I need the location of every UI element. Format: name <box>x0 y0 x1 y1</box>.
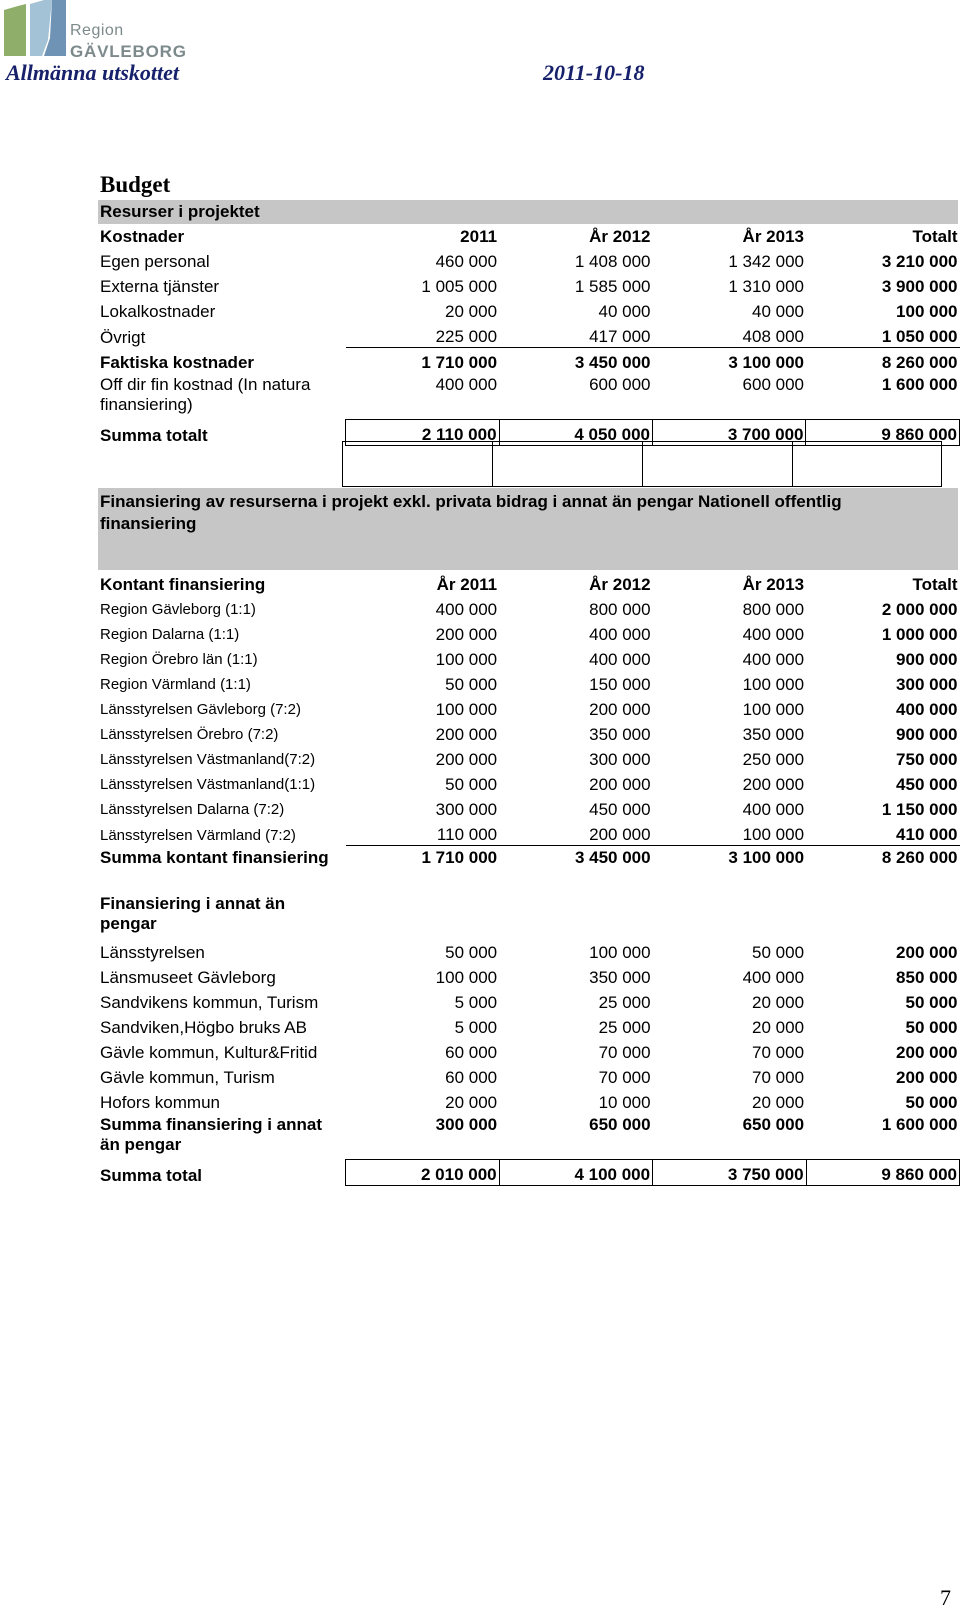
row-label: Region Dalarna (1:1) <box>100 626 240 643</box>
grand-total-row <box>98 1160 960 1186</box>
table-row <box>98 322 960 348</box>
budget-title: Budget <box>100 172 171 197</box>
cash-header-row <box>98 570 960 595</box>
value-2011: 50 000 <box>445 943 498 962</box>
value-2012: 400 000 <box>589 650 651 669</box>
value-total: 9 860 000 <box>806 420 960 446</box>
value-total: 9 860 000 <box>806 1160 959 1186</box>
value-2012: 200 000 <box>589 825 651 844</box>
value-2013: 400 000 <box>742 625 805 644</box>
value-2012: 100 000 <box>589 943 651 962</box>
header-cell: År 2013 <box>742 575 805 594</box>
header-cell: Kostnader <box>100 227 185 246</box>
inkind-header-row <box>98 892 960 938</box>
value-total: 410 000 <box>896 825 958 844</box>
value-2011: 200 000 <box>435 625 498 644</box>
value-2013: 400 000 <box>742 968 805 987</box>
value-2013: 100 000 <box>742 700 805 719</box>
value-2012: 25 000 <box>598 1018 651 1037</box>
document-date: 2011-10-18 <box>543 60 645 85</box>
table-row <box>98 938 960 963</box>
value-2011: 60 000 <box>445 1043 498 1062</box>
row-label: Summa kontant finansiering <box>100 847 329 867</box>
value-total: 900 000 <box>896 650 958 669</box>
value-2011: 1 710 000 <box>346 348 499 374</box>
value-2011: 400 000 <box>435 600 498 619</box>
value-2012: 200 000 <box>589 700 651 719</box>
value-2013: 20 000 <box>752 1018 805 1037</box>
value-2011: 20 000 <box>445 1093 498 1112</box>
value-2012: 200 000 <box>589 775 651 794</box>
value-2012: 350 000 <box>589 968 651 987</box>
row-label: Externa tjänster <box>100 277 220 296</box>
value-2011: 2 110 000 <box>346 420 499 446</box>
inkind-costs-row <box>98 373 960 420</box>
table-row <box>98 963 960 988</box>
value-2013: 650 000 <box>742 1115 805 1134</box>
table-row <box>98 745 960 770</box>
value-2011: 5 000 <box>454 993 498 1012</box>
value-2011: 225 000 <box>435 327 498 346</box>
header-cell: År 2013 <box>742 227 804 246</box>
value-2012: 350 000 <box>589 725 651 744</box>
resources-band-label: Resurser i projektet <box>100 202 260 221</box>
row-label: Finansiering i annat än pengar <box>100 894 286 933</box>
cost-header-row <box>98 222 960 247</box>
table-row <box>98 988 960 1013</box>
row-label: Off dir fin kostnad (In natura finansiering) <box>100 375 311 414</box>
table-row <box>98 1013 960 1038</box>
logo-text-gavleborg: GÄVLEBORG <box>70 42 187 61</box>
table-row <box>98 795 960 820</box>
value-total: 400 000 <box>896 700 958 719</box>
row-label: Region Örebro län (1:1) <box>100 651 258 668</box>
value-total: 750 000 <box>896 750 958 769</box>
table-row <box>98 595 960 620</box>
header-cell: Totalt <box>912 575 958 594</box>
value-total: 300 000 <box>896 675 958 694</box>
empty-cell <box>792 441 942 487</box>
value-2011: 460 000 <box>435 252 498 271</box>
value-2013: 100 000 <box>742 675 805 694</box>
row-label: Länsstyrelsen Örebro (7:2) <box>100 726 279 743</box>
value-2011: 100 000 <box>435 700 498 719</box>
header-cell: År 2012 <box>589 227 651 246</box>
table-row <box>98 620 960 645</box>
row-label: Länsstyrelsen Västmanland(1:1) <box>100 776 316 793</box>
value-total: 1 150 000 <box>881 800 958 819</box>
value-2013: 600 000 <box>742 375 804 394</box>
value-2012: 1 585 000 <box>574 277 651 296</box>
header-cell: Totalt <box>912 227 958 246</box>
row-label: Lokalkostnader <box>100 302 216 321</box>
value-total: 200 000 <box>896 1043 958 1062</box>
row-label: Länsstyrelsen Västmanland(7:2) <box>100 751 316 768</box>
value-total: 3 210 000 <box>881 252 958 271</box>
value-2013: 40 000 <box>751 302 804 321</box>
empty-cell <box>492 441 643 487</box>
row-label: Summa finansiering i annat än pengar <box>100 1115 322 1154</box>
value-2013: 200 000 <box>742 775 805 794</box>
row-label: Hofors kommun <box>100 1093 220 1112</box>
value-total: 50 000 <box>905 1018 958 1037</box>
table-row <box>98 1088 960 1113</box>
row-label: Länsmuseet Gävleborg <box>100 968 276 987</box>
row-label: Faktiska kostnader <box>100 353 255 372</box>
committee-title: Allmänna utskottet <box>6 60 179 85</box>
value-2012: 25 000 <box>598 993 651 1012</box>
cost-table <box>98 222 960 446</box>
value-2011: 300 000 <box>435 800 498 819</box>
value-total: 8 260 000 <box>806 348 960 374</box>
value-2011: 20 000 <box>445 302 498 321</box>
header-cell: År 2012 <box>589 575 651 594</box>
table-row <box>98 272 960 297</box>
value-2012: 300 000 <box>589 750 651 769</box>
value-2012: 70 000 <box>598 1068 651 1087</box>
value-total: 50 000 <box>905 1093 958 1112</box>
value-2013: 1 342 000 <box>728 252 804 271</box>
value-total: 850 000 <box>896 968 958 987</box>
value-2013: 20 000 <box>752 993 805 1012</box>
row-label: Region Värmland (1:1) <box>100 676 251 693</box>
value-total: 1 600 000 <box>881 375 958 394</box>
value-2013: 400 000 <box>742 800 805 819</box>
value-2013: 3 100 000 <box>653 348 806 374</box>
table-row <box>98 247 960 272</box>
table-row <box>98 670 960 695</box>
value-2012: 1 408 000 <box>574 252 651 271</box>
value-2013: 350 000 <box>742 725 805 744</box>
value-total: 1 600 000 <box>881 1115 958 1134</box>
page-number: 7 <box>940 1585 951 1610</box>
value-2012: 10 000 <box>598 1093 651 1112</box>
table-row <box>98 1063 960 1088</box>
value-total: 200 000 <box>896 1068 958 1087</box>
value-2013: 70 000 <box>752 1043 805 1062</box>
value-2011: 110 000 <box>436 825 498 844</box>
value-2013: 800 000 <box>742 600 805 619</box>
value-2011: 100 000 <box>435 650 498 669</box>
value-2012: 400 000 <box>589 625 651 644</box>
header-cell: År 2011 <box>436 575 498 594</box>
row-label: Länsstyrelsen <box>100 943 205 962</box>
table-row <box>98 297 960 322</box>
table-row <box>98 695 960 720</box>
value-2012: 70 000 <box>598 1043 651 1062</box>
table-row <box>98 820 960 846</box>
inkind-sum-row <box>98 1113 960 1160</box>
row-label: Egen personal <box>100 252 210 271</box>
row-label: Länsstyrelsen Värmland (7:2) <box>100 826 296 844</box>
value-2012: 450 000 <box>589 800 651 819</box>
value-2011: 400 000 <box>435 375 498 394</box>
value-2011: 60 000 <box>445 1068 498 1087</box>
value-2012: 3 450 000 <box>499 348 652 374</box>
row-label: Sandvikens kommun, Turism <box>100 993 319 1012</box>
value-total: 900 000 <box>896 725 958 744</box>
value-total: 1 050 000 <box>881 327 958 346</box>
empty-cell <box>642 441 793 487</box>
empty-cell <box>342 441 493 487</box>
row-label: Övrigt <box>100 327 146 347</box>
actual-costs-row <box>98 348 960 374</box>
value-2011: 200 000 <box>435 725 498 744</box>
value-2012: 800 000 <box>589 600 651 619</box>
value-2011: 200 000 <box>435 750 498 769</box>
value-total: 200 000 <box>896 943 958 962</box>
value-2013: 70 000 <box>752 1068 805 1087</box>
table-row <box>98 720 960 745</box>
row-label: Summa total <box>100 1165 203 1185</box>
value-2013: 3 750 000 <box>653 1160 806 1186</box>
logo-text-region: Region <box>70 22 124 39</box>
value-2013: 3 700 000 <box>653 420 806 446</box>
value-total: 2 000 000 <box>881 600 958 619</box>
row-label: Sandviken,Högbo bruks AB <box>100 1018 307 1037</box>
value-2011: 100 000 <box>435 968 498 987</box>
value-total: 3 900 000 <box>881 277 958 296</box>
value-2013: 100 000 <box>742 825 805 844</box>
row-label: Summa totalt <box>100 425 208 445</box>
value-2012: 150 000 <box>589 675 651 694</box>
row-label: Länsstyrelsen Gävleborg (7:2) <box>100 701 301 718</box>
header-cell: Kontant finansiering <box>100 575 266 594</box>
row-label: Region Gävleborg (1:1) <box>100 601 256 618</box>
value-total: 1 000 000 <box>881 625 958 644</box>
value-2013: 400 000 <box>742 650 805 669</box>
value-2012: 3 450 000 <box>499 846 652 893</box>
value-total: 50 000 <box>905 993 958 1012</box>
value-2011: 300 000 <box>435 1115 498 1134</box>
value-2013: 20 000 <box>752 1093 805 1112</box>
row-label: Gävle kommun, Turism <box>100 1068 275 1087</box>
value-2011: 50 000 <box>445 775 498 794</box>
row-label: Gävle kommun, Kultur&Fritid <box>100 1043 318 1062</box>
value-2013: 3 100 000 <box>653 846 806 893</box>
value-total: 100 000 <box>896 302 958 321</box>
row-label: Länsstyrelsen Dalarna (7:2) <box>100 801 285 818</box>
table-row <box>98 770 960 795</box>
table-row <box>98 1038 960 1063</box>
value-2011: 1 005 000 <box>421 277 498 296</box>
value-2013: 1 310 000 <box>728 277 804 296</box>
value-2013: 408 000 <box>742 327 804 346</box>
value-2012: 40 000 <box>598 302 651 321</box>
value-2013: 50 000 <box>752 943 805 962</box>
value-total: 8 260 000 <box>806 846 959 893</box>
value-2012: 4 100 000 <box>499 1160 652 1186</box>
value-2013: 250 000 <box>742 750 805 769</box>
value-2012: 4 050 000 <box>499 420 652 446</box>
value-2011: 50 000 <box>445 675 498 694</box>
cash-sum-row <box>98 846 960 893</box>
value-2011: 2 010 000 <box>346 1160 499 1186</box>
value-2011: 1 710 000 <box>346 846 499 893</box>
value-2012: 650 000 <box>589 1115 651 1134</box>
financing-table <box>98 570 960 1186</box>
value-total: 450 000 <box>896 775 958 794</box>
header-cell: 2011 <box>460 227 498 246</box>
value-2011: 5 000 <box>454 1018 498 1037</box>
financing-band-label: Finansiering av resurserna i projekt exkl. privata bidrag i annat än pengar Nationell offentlig finansiering <box>100 492 842 533</box>
value-2012: 417 000 <box>589 327 651 346</box>
table-row <box>98 645 960 670</box>
value-2012: 600 000 <box>589 375 651 394</box>
